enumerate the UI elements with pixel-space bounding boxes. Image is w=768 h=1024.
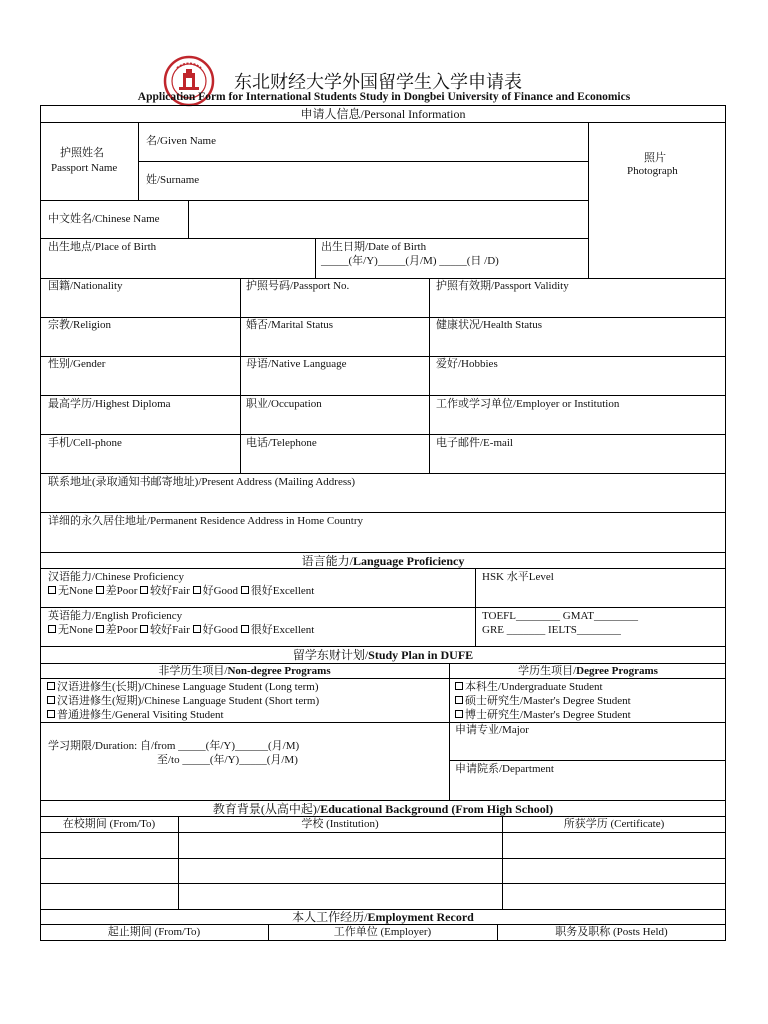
edu-col-certificate: 所获学历 (Certificate): [563, 818, 665, 830]
educational-background-header: 教育背景(从高中起)/Educational Background (From High School): [212, 802, 554, 816]
checkbox[interactable]: [48, 586, 56, 594]
passport-no-field[interactable]: 护照号码/Passport No.: [246, 280, 350, 292]
duration-from-field[interactable]: 学习期限/Duration: 自/from _____(年/Y)______(月/M): [48, 740, 300, 752]
form-title-english: Application Form for International Students Study in Dongbei University of Finance and Economics: [137, 91, 631, 103]
nondegree-option-long-term[interactable]: 汉语进修生(长期)/Chinese Language Student (Long term): [47, 681, 319, 694]
degree-option-undergraduate[interactable]: 本科生/Undergraduate Student: [455, 681, 603, 694]
checkbox[interactable]: [140, 586, 148, 594]
checkbox[interactable]: [241, 586, 249, 594]
checkbox[interactable]: [455, 710, 463, 718]
emp-col-employer: 工作单位 (Employer): [333, 926, 432, 938]
checkbox[interactable]: [47, 696, 55, 704]
checkbox[interactable]: [455, 682, 463, 690]
hobbies-field[interactable]: 爱好/Hobbies: [436, 358, 498, 370]
form-title-chinese: 东北财经大学外国留学生入学申请表: [234, 72, 522, 92]
highest-diploma-field[interactable]: 最高学历/Highest Diploma: [48, 398, 171, 410]
cellphone-field[interactable]: 手机/Cell-phone: [48, 437, 122, 449]
edu-col-period: 在校期间 (From/To): [62, 818, 156, 830]
passport-validity-field[interactable]: 护照有效期/Passport Validity: [436, 280, 569, 292]
passport-name-label-cn: 护照姓名: [60, 147, 104, 159]
degree-option-masters[interactable]: 硕士研究生/Master's Degree Student: [455, 695, 631, 708]
emp-col-period: 起止期间 (From/To): [107, 926, 201, 938]
date-of-birth-label: 出生日期/Date of Birth: [321, 241, 427, 253]
gender-field[interactable]: 性别/Gender: [48, 358, 106, 370]
religion-field[interactable]: 宗教/Religion: [48, 319, 111, 331]
duration-to-field[interactable]: 至/to _____(年/Y)_____(月/M): [157, 754, 298, 766]
passport-name-label: Passport Name: [51, 162, 118, 174]
checkbox[interactable]: [96, 586, 104, 594]
checkbox[interactable]: [47, 682, 55, 690]
emp-col-posts: 职务及职称 (Posts Held): [555, 926, 668, 938]
department-field[interactable]: 申请院系/Department: [455, 763, 554, 775]
checkbox[interactable]: [96, 625, 104, 633]
study-plan-header: 留学东财计划/Study Plan in DUFE: [292, 648, 474, 662]
marital-status-field[interactable]: 婚否/Marital Status: [246, 319, 334, 331]
checkbox[interactable]: [48, 625, 56, 633]
checkbox[interactable]: [140, 625, 148, 633]
health-status-field[interactable]: 健康状况/Health Status: [436, 319, 543, 331]
nationality-field[interactable]: 国籍/Nationality: [48, 280, 123, 292]
non-degree-programs-header: 非学历生项目/Non-degree Programs: [158, 665, 331, 677]
nondegree-option-visiting[interactable]: 普通进修生/General Visiting Student: [47, 709, 224, 722]
present-address-field[interactable]: 联系地址(录取通知书邮寄地址)/Present Address (Mailing Address): [48, 476, 356, 488]
place-of-birth-field[interactable]: 出生地点/Place of Birth: [48, 241, 157, 253]
employer-field[interactable]: 工作或学习单位/Employer or Institution: [436, 398, 620, 410]
checkbox[interactable]: [47, 710, 55, 718]
employment-record-header: 本人工作经历/Employment Record: [292, 910, 474, 924]
language-proficiency-header: 语言能力/Language Proficiency: [301, 554, 465, 568]
checkbox[interactable]: [455, 696, 463, 704]
given-name-field[interactable]: 名/Given Name: [146, 135, 216, 147]
photo-label[interactable]: Photograph: [627, 165, 678, 177]
nondegree-option-short-term[interactable]: 汉语进修生(短期)/Chinese Language Student (Short term): [47, 695, 319, 708]
hsk-level-field[interactable]: HSK 水平Level: [482, 571, 554, 583]
english-proficiency-label: 英语能力/English Proficiency: [48, 610, 183, 622]
photo-label-cn: 照片: [644, 152, 666, 164]
chinese-proficiency-options[interactable]: 无None 差Poor 较好Fair 好Good 很好Excellent: [48, 585, 314, 598]
occupation-field[interactable]: 职业/Occupation: [246, 398, 322, 410]
permanent-address-field[interactable]: 详细的永久居住地址/Permanent Residence Address in Home Country: [48, 515, 363, 527]
application-form-table: [40, 105, 726, 941]
checkbox[interactable]: [241, 625, 249, 633]
chinese-name-field[interactable]: 中文姓名/Chinese Name: [48, 213, 160, 225]
english-proficiency-options[interactable]: 无None 差Poor 较好Fair 好Good 很好Excellent: [48, 624, 314, 637]
date-of-birth-field[interactable]: _____(年/Y)_____(月/M) _____(日 /D): [321, 255, 499, 267]
surname-field[interactable]: 姓/Surname: [146, 174, 200, 186]
degree-programs-header: 学历生项目/Degree Programs: [518, 665, 658, 677]
native-language-field[interactable]: 母语/Native Language: [246, 358, 347, 370]
gre-ielts-field[interactable]: GRE _______ IELTS________: [482, 624, 621, 636]
telephone-field[interactable]: 电话/Telephone: [246, 437, 317, 449]
toefl-gmat-field[interactable]: TOEFL________ GMAT________: [482, 610, 638, 622]
personal-info-header: 申请人信息/Personal Information: [300, 107, 466, 121]
email-field[interactable]: 电子邮件/E-mail: [436, 437, 513, 449]
degree-option-doctoral[interactable]: 博士研究生/Master's Degree Student: [455, 709, 631, 722]
major-field[interactable]: 申请专业/Major: [455, 724, 529, 736]
checkbox[interactable]: [193, 586, 201, 594]
edu-col-institution: 学校 (Institution): [301, 818, 379, 830]
chinese-proficiency-label: 汉语能力/Chinese Proficiency: [48, 571, 184, 583]
checkbox[interactable]: [193, 625, 201, 633]
